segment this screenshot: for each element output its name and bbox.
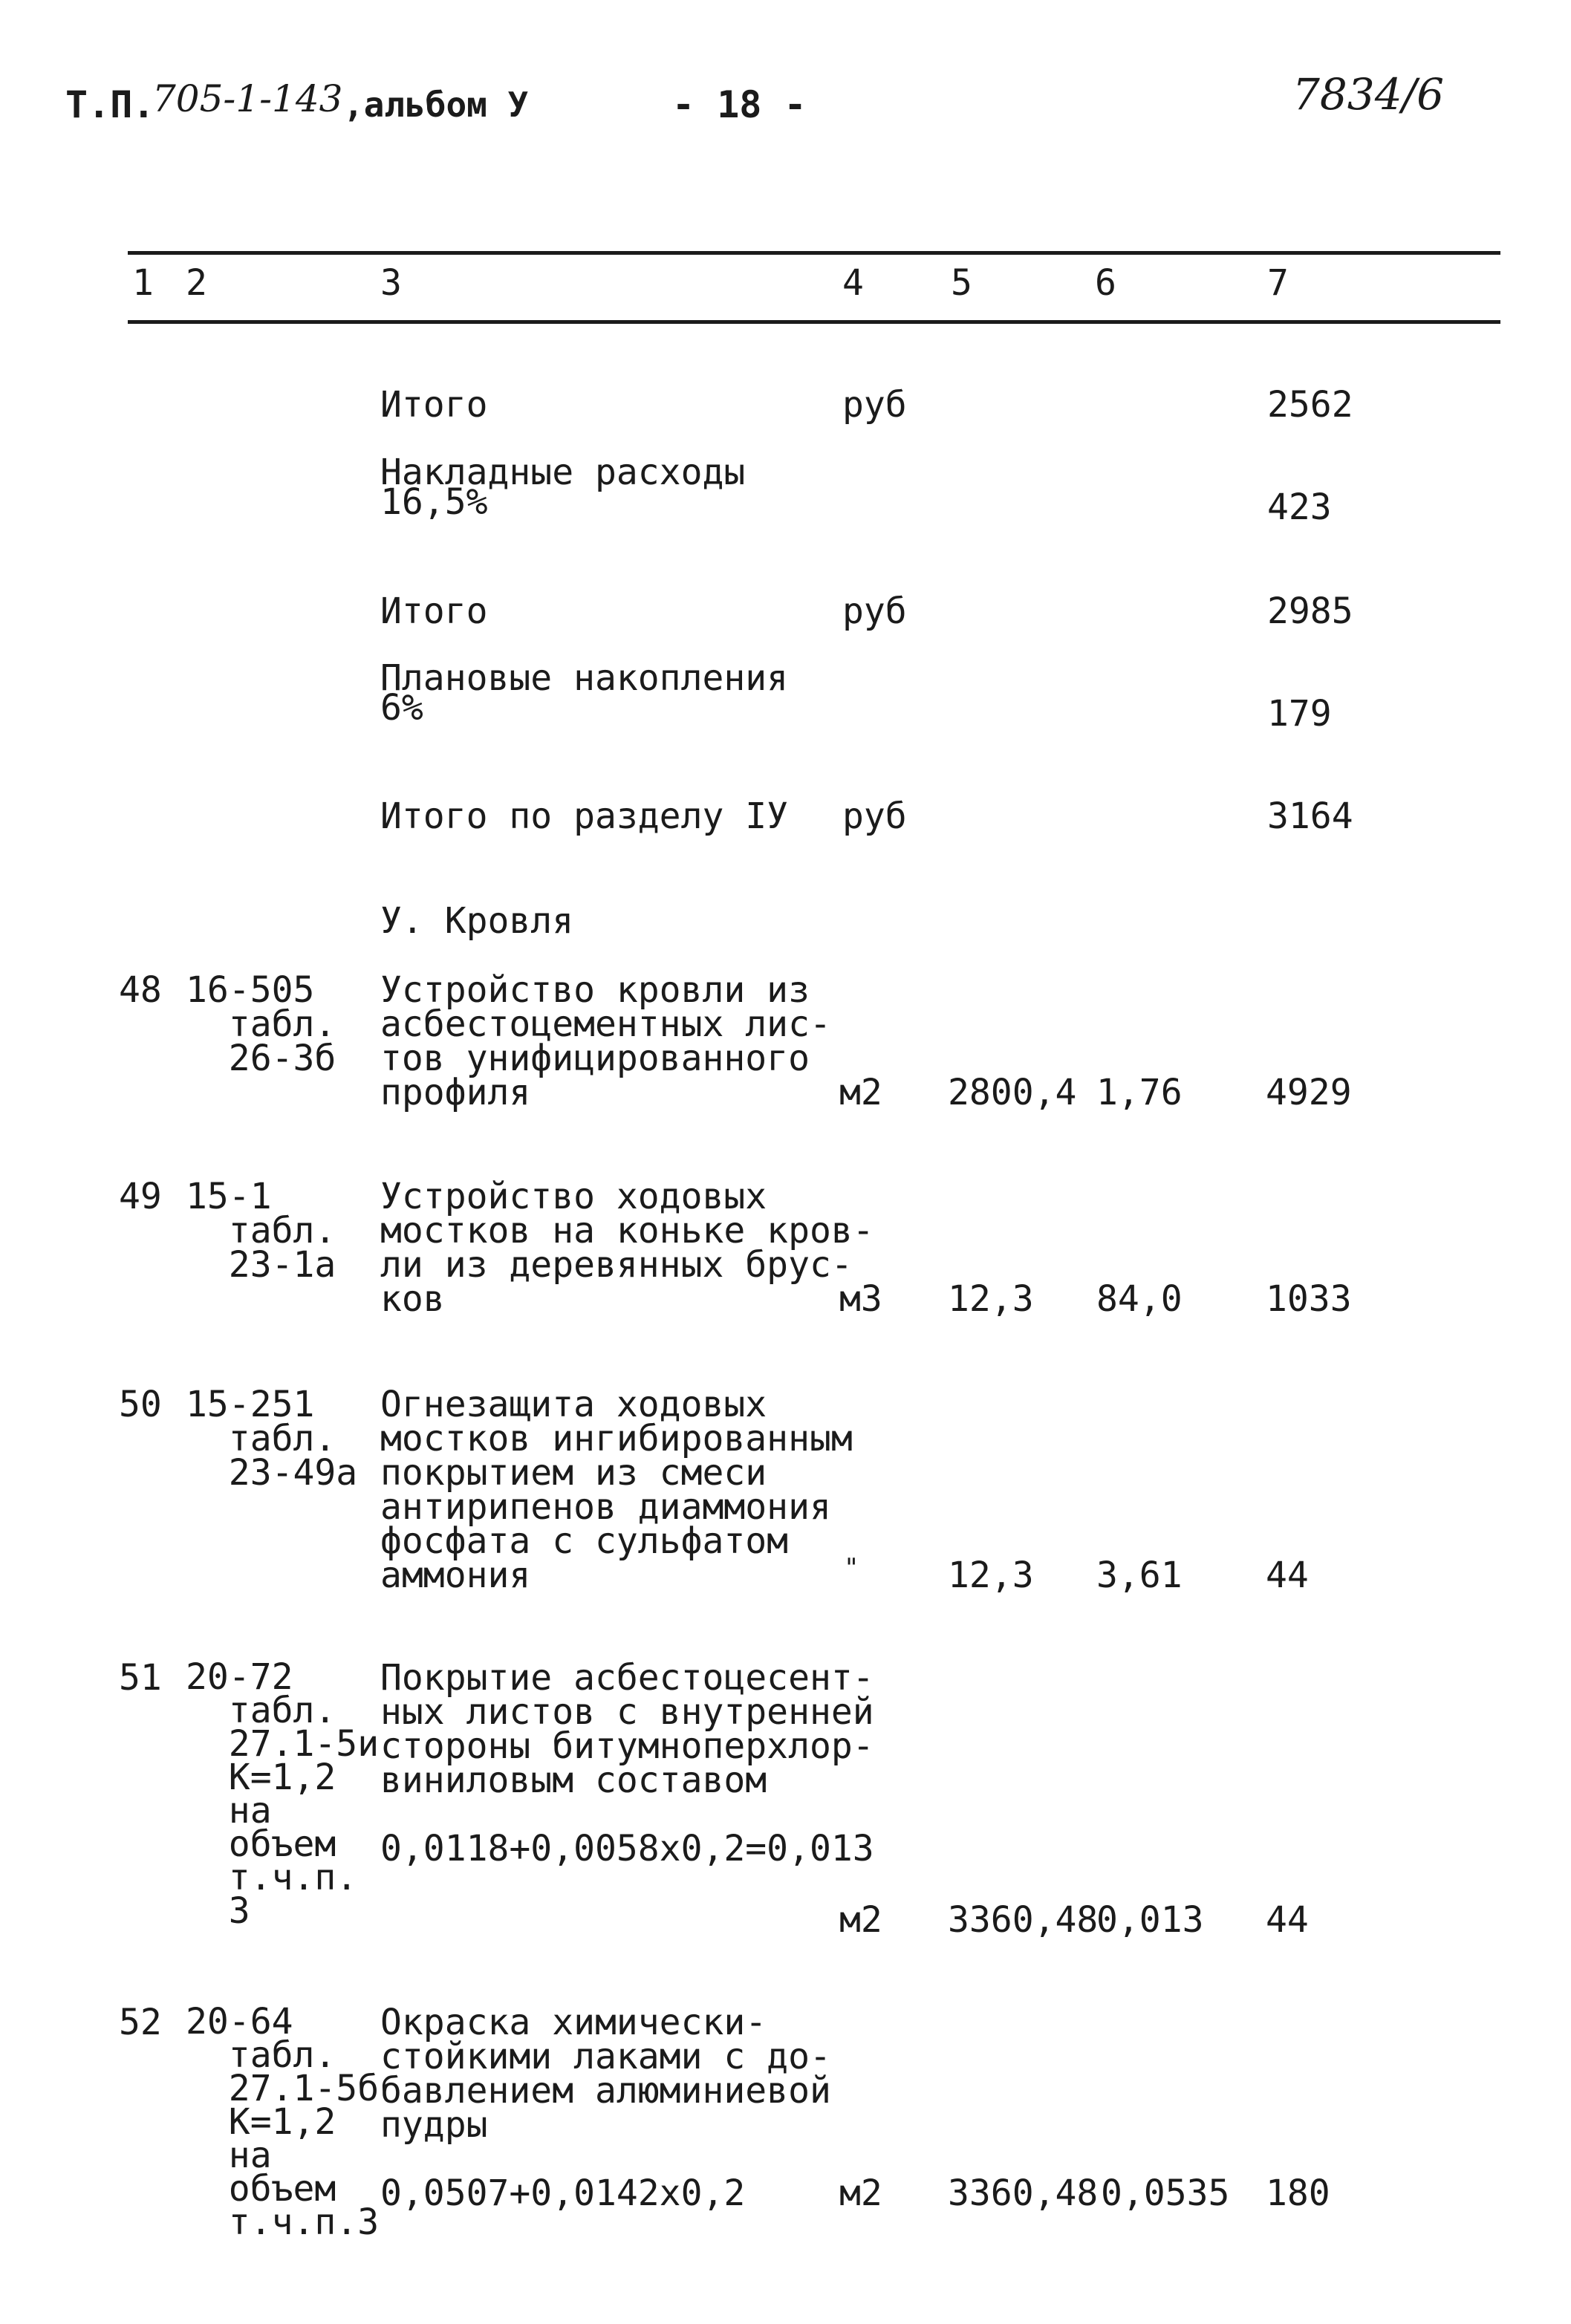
- row-formula: 0,0507+0,0142х0,2: [380, 2172, 746, 2214]
- summary-value: 3164: [1267, 795, 1353, 837]
- doc-number-handwritten: 7834/6: [1292, 69, 1445, 120]
- col-header-2: 2: [186, 262, 207, 304]
- row-number: 52: [119, 2002, 162, 2043]
- row-description: Устройство кровли из асбестоцементных лис- тов унифицированного профиля: [380, 969, 831, 1113]
- row-description: Огнезащита ходовых мостков ингибированным покрытием из смеси антирипенов диаммония фосфата с сульфатом аммония: [380, 1384, 853, 1596]
- page-number: - 18 -: [672, 83, 807, 126]
- project-number-handwritten: 705-1-143: [152, 77, 343, 120]
- row-number: 50: [119, 1384, 162, 1425]
- row-quantity: 3360,48: [948, 1899, 1099, 1941]
- col-header-6: 6: [1095, 262, 1116, 304]
- row-price: 0,013: [1096, 1899, 1204, 1941]
- col-header-5: 5: [951, 262, 972, 304]
- col-header-7: 7: [1267, 262, 1289, 304]
- col-header-4: 4: [842, 262, 864, 304]
- summary-value: 2562: [1267, 384, 1353, 426]
- summary-name: Итого по разделу IУ: [380, 795, 789, 837]
- table-header-rule: [128, 320, 1500, 324]
- row-unit: ": [844, 1553, 859, 1583]
- row-code: 20-64 табл. 27.1-5б К=1,2 на объем т.ч.п.3: [186, 2001, 380, 2243]
- row-description: Покрытие асбестоцесент- ных листов с внутренней стороны битумноперхлор- виниловым составом: [380, 1657, 874, 1801]
- row-unit: м3: [839, 1278, 882, 1320]
- summary-name: Итого: [380, 590, 488, 632]
- summary-unit: руб: [842, 795, 907, 837]
- row-quantity: 2800,4: [948, 1072, 1077, 1113]
- row-price: 3,61: [1096, 1555, 1183, 1596]
- summary-value: 423: [1267, 486, 1332, 528]
- row-code: 20-72 табл. 27.1-5и К=1,2 на объем т.ч.п. 3: [186, 1656, 380, 1932]
- row-description: Окраска химически- стойкими лаками с до- бавлением алюминиевой пудры: [380, 2002, 831, 2146]
- album-label: ,альбом У: [343, 85, 529, 125]
- row-price: 0,0535: [1101, 2172, 1230, 2214]
- summary-value: 2985: [1267, 590, 1353, 632]
- row-description: Устройство ходовых мостков на коньке кров- ли из деревянных брус- ков: [380, 1176, 874, 1320]
- summary-name: Накладные расходы 16,5%: [380, 452, 746, 523]
- row-unit: м2: [839, 1072, 882, 1113]
- col-header-1: 1: [132, 262, 154, 304]
- row-code: 15-251 табл. 23-49а: [186, 1384, 358, 1494]
- summary-value: 179: [1267, 693, 1332, 735]
- row-code: 16-505 табл. 26-3б: [186, 969, 336, 1079]
- row-code: 15-1 табл. 23-1а: [186, 1176, 336, 1286]
- row-number: 48: [119, 969, 162, 1011]
- row-unit: м2: [839, 1899, 882, 1941]
- row-total: 4929: [1266, 1072, 1352, 1113]
- row-number: 49: [119, 1176, 162, 1217]
- row-unit: м2: [839, 2172, 882, 2214]
- summary-unit: руб: [842, 590, 907, 632]
- row-number: 51: [119, 1657, 162, 1699]
- summary-name: Итого: [380, 384, 488, 426]
- row-total: 180: [1266, 2172, 1330, 2214]
- row-formula: 0,0118+0,0058х0,2=0,013: [380, 1828, 874, 1869]
- row-quantity: 12,3: [948, 1555, 1034, 1596]
- row-total: 44: [1266, 1899, 1309, 1941]
- col-header-3: 3: [380, 262, 402, 304]
- row-total: 1033: [1266, 1278, 1352, 1320]
- row-quantity: 12,3: [948, 1278, 1034, 1320]
- summary-unit: руб: [842, 384, 907, 426]
- doc-prefix: Т.П.: [65, 83, 155, 126]
- row-price: 1,76: [1096, 1072, 1183, 1113]
- summary-name: Плановые накопления 6%: [380, 657, 789, 729]
- section-title: У. Кровля: [380, 900, 574, 942]
- row-price: 84,0: [1096, 1278, 1183, 1320]
- row-total: 44: [1266, 1555, 1309, 1596]
- row-quantity: 3360,48: [948, 2172, 1099, 2214]
- table-top-rule: [128, 251, 1500, 255]
